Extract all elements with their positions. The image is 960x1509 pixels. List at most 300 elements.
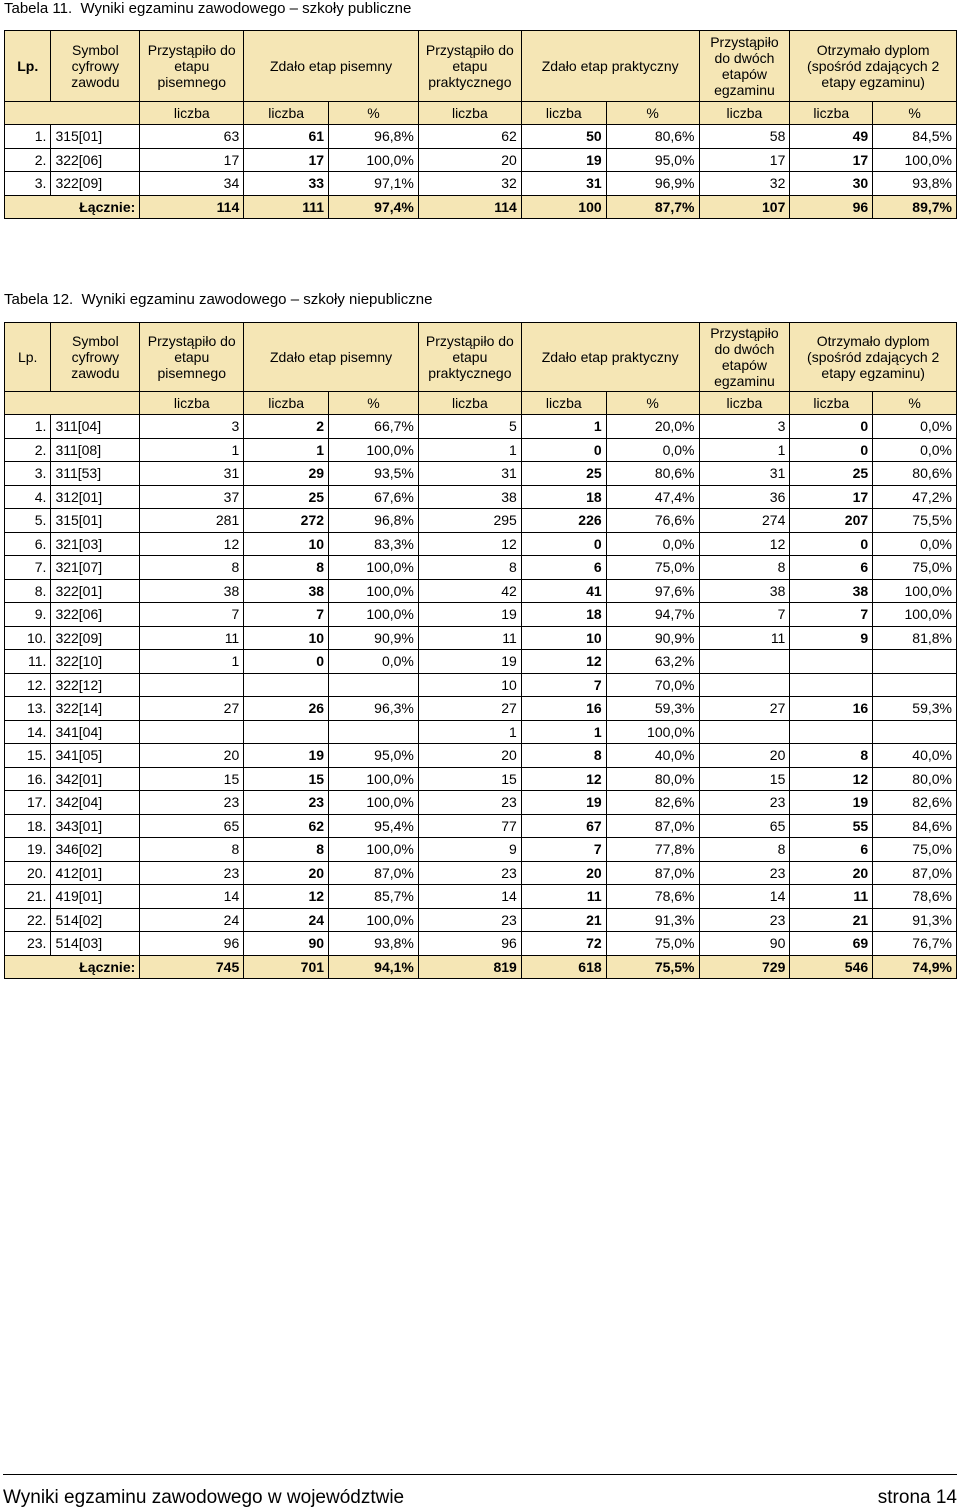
table-cell: 76,6% (606, 509, 699, 533)
table-cell: 23 (699, 861, 790, 885)
table-cell: 84,5% (873, 125, 957, 149)
table-cell (244, 673, 329, 697)
table-cell: 20 (790, 861, 873, 885)
table-cell: 75,5% (873, 509, 957, 533)
table-row (5, 908, 957, 932)
occupation-symbol: 315[01] (51, 509, 140, 533)
row-number: 7. (5, 556, 51, 580)
total-cell: 100 (521, 195, 606, 219)
total-cell: 819 (418, 955, 521, 979)
occupation-symbol: 311[04] (51, 415, 140, 439)
table-cell: 85,7% (329, 885, 419, 909)
table-cell: 87,0% (606, 861, 699, 885)
table-cell: 38 (418, 485, 521, 509)
table-cell: 75,0% (873, 838, 957, 862)
header-przystapilo-dwa-etapy: Przystąpiło do dwóch etapów egzaminu (699, 323, 790, 392)
occupation-symbol: 322[12] (51, 673, 140, 697)
subheader-cell: liczba (140, 102, 244, 125)
table-cell: 96,9% (606, 172, 699, 196)
table-cell: 32 (699, 172, 790, 196)
table-cell: 19 (244, 744, 329, 768)
row-number: 11. (5, 650, 51, 674)
table-row (5, 650, 957, 674)
subheader-cell: liczba (699, 392, 790, 415)
table-cell: 87,0% (606, 814, 699, 838)
table-cell: 7 (140, 603, 244, 627)
table-cell: 11 (699, 626, 790, 650)
table-cell (790, 720, 873, 744)
table-cell: 1 (521, 720, 606, 744)
table-cell: 7 (244, 603, 329, 627)
table-cell: 100,0% (329, 603, 419, 627)
table-row (5, 556, 957, 580)
total-label: Łącznie: (5, 955, 140, 979)
occupation-symbol: 322[06] (51, 603, 140, 627)
table-row (5, 838, 957, 862)
table-cell (329, 720, 419, 744)
table-cell: 21 (521, 908, 606, 932)
table-cell: 100,0% (329, 579, 419, 603)
table11-subheader-row (5, 102, 957, 125)
total-cell: 729 (699, 955, 790, 979)
table-row (5, 885, 957, 909)
row-number: 16. (5, 767, 51, 791)
table-cell: 21 (790, 908, 873, 932)
table-cell: 100,0% (873, 579, 957, 603)
table-cell: 226 (521, 509, 606, 533)
occupation-symbol: 342[04] (51, 791, 140, 815)
table-cell: 38 (790, 579, 873, 603)
table-cell (140, 673, 244, 697)
table-cell: 19 (521, 791, 606, 815)
table-cell: 9 (790, 626, 873, 650)
table-row (5, 697, 957, 721)
table-cell: 62 (418, 125, 521, 149)
occupation-symbol: 341[04] (51, 720, 140, 744)
table-row (5, 579, 957, 603)
table-cell: 58 (699, 125, 790, 149)
table11-header-row (5, 31, 957, 102)
table-row (5, 720, 957, 744)
table-cell: 59,3% (606, 697, 699, 721)
table-cell: 11 (418, 626, 521, 650)
table-cell: 61 (244, 125, 329, 149)
row-number: 18. (5, 814, 51, 838)
occupation-symbol: 346[02] (51, 838, 140, 862)
row-number: 4. (5, 485, 51, 509)
table-cell: 80,6% (606, 125, 699, 149)
subheader-cell: liczba (244, 102, 329, 125)
table12-header-row (5, 323, 957, 392)
table-cell: 10 (418, 673, 521, 697)
table-cell: 10 (244, 532, 329, 556)
table-cell: 20,0% (606, 415, 699, 439)
table-cell: 32 (418, 172, 521, 196)
occupation-symbol: 311[08] (51, 438, 140, 462)
occupation-symbol: 419[01] (51, 885, 140, 909)
table-cell: 12 (418, 532, 521, 556)
header-symbol: Symbol cyfrowy zawodu (51, 31, 140, 102)
table-cell: 50 (521, 125, 606, 149)
table-cell: 11 (140, 626, 244, 650)
table-cell: 75,0% (606, 932, 699, 956)
table-cell: 31 (140, 462, 244, 486)
header-dyplom-title: Otrzymało dyplom (816, 333, 930, 349)
table-cell: 6 (790, 838, 873, 862)
table-cell: 15 (140, 767, 244, 791)
total-cell: 546 (790, 955, 873, 979)
subheader-blank (5, 392, 140, 415)
table-cell (140, 720, 244, 744)
table-cell: 63,2% (606, 650, 699, 674)
table-cell: 69 (790, 932, 873, 956)
table-cell: 93,8% (873, 172, 957, 196)
table-cell: 23 (699, 908, 790, 932)
occupation-symbol: 322[10] (51, 650, 140, 674)
table-cell: 23 (418, 861, 521, 885)
row-number: 14. (5, 720, 51, 744)
table-row (5, 744, 957, 768)
table12-body (5, 415, 957, 979)
table-cell: 17 (790, 148, 873, 172)
table-row (5, 603, 957, 627)
table-cell: 40,0% (606, 744, 699, 768)
occupation-symbol: 322[01] (51, 579, 140, 603)
total-cell: 114 (140, 195, 244, 219)
table-cell: 95,4% (329, 814, 419, 838)
table-cell: 100,0% (606, 720, 699, 744)
table-cell: 100,0% (873, 603, 957, 627)
table-cell: 84,6% (873, 814, 957, 838)
table-cell (699, 650, 790, 674)
total-cell: 74,9% (873, 955, 957, 979)
table-cell: 0,0% (606, 438, 699, 462)
table-cell: 7 (699, 603, 790, 627)
table-cell: 59,3% (873, 697, 957, 721)
occupation-symbol: 514[02] (51, 908, 140, 932)
table-cell: 30 (790, 172, 873, 196)
row-number: 21. (5, 885, 51, 909)
table-cell: 80,0% (606, 767, 699, 791)
table-cell: 95,0% (606, 148, 699, 172)
table-cell: 25 (790, 462, 873, 486)
occupation-symbol: 343[01] (51, 814, 140, 838)
table-cell (699, 720, 790, 744)
table-cell: 77,8% (606, 838, 699, 862)
table-row (5, 673, 957, 697)
table-cell: 90 (244, 932, 329, 956)
table-cell: 82,6% (606, 791, 699, 815)
table-cell: 8 (418, 556, 521, 580)
row-number: 2. (5, 148, 51, 172)
subheader-cell: % (329, 102, 419, 125)
table-cell: 10 (244, 626, 329, 650)
table-cell: 19 (790, 791, 873, 815)
table-row (5, 438, 957, 462)
header-przystapilo-pisemny: Przystąpiło do etapu pisemnego (140, 323, 244, 392)
table-cell: 65 (140, 814, 244, 838)
table-cell: 33 (244, 172, 329, 196)
table-cell: 20 (418, 148, 521, 172)
table-cell: 15 (418, 767, 521, 791)
row-number: 3. (5, 172, 51, 196)
header-dyplom-note: (spośród zdających 2 etapy egzaminu) (807, 349, 940, 381)
table-cell: 1 (418, 720, 521, 744)
table-cell: 23 (140, 791, 244, 815)
table-cell: 23 (418, 791, 521, 815)
table11-body (5, 125, 957, 219)
table-cell (244, 720, 329, 744)
total-row (5, 955, 957, 979)
table-row (5, 861, 957, 885)
row-number: 17. (5, 791, 51, 815)
table-cell: 9 (418, 838, 521, 862)
table-cell: 14 (699, 885, 790, 909)
table-cell: 0 (521, 532, 606, 556)
occupation-symbol: 412[01] (51, 861, 140, 885)
table-cell: 8 (140, 556, 244, 580)
row-number: 1. (5, 125, 51, 149)
subheader-cell: liczba (244, 392, 329, 415)
table-cell: 18 (521, 603, 606, 627)
table-cell: 17 (140, 148, 244, 172)
table-row (5, 532, 957, 556)
table-cell: 38 (140, 579, 244, 603)
table-cell: 75,0% (873, 556, 957, 580)
table-cell: 15 (244, 767, 329, 791)
table-row (5, 767, 957, 791)
occupation-symbol: 322[09] (51, 626, 140, 650)
subheader-cell: % (873, 102, 957, 125)
occupation-symbol: 315[01] (51, 125, 140, 149)
table-cell: 100,0% (329, 908, 419, 932)
table-cell: 12 (521, 767, 606, 791)
table-cell: 11 (790, 885, 873, 909)
row-number: 3. (5, 462, 51, 486)
table-cell: 96,8% (329, 125, 419, 149)
header-lp: Lp. (5, 31, 51, 102)
row-number: 23. (5, 932, 51, 956)
table-cell: 0 (790, 532, 873, 556)
header-symbol: Symbol cyfrowy zawodu (51, 323, 140, 392)
header-zdalo-pisemny: Zdało etap pisemny (244, 31, 419, 102)
table-cell: 23 (140, 861, 244, 885)
table12-caption: Tabela 12. Wyniki egzaminu zawodowego – szkoły niepubliczne (4, 291, 433, 308)
table-cell: 100,0% (329, 556, 419, 580)
table-cell: 100,0% (329, 838, 419, 862)
table-cell: 93,8% (329, 932, 419, 956)
table-cell: 90,9% (329, 626, 419, 650)
subheader-cell: % (873, 392, 957, 415)
subheader-cell: liczba (418, 102, 521, 125)
header-przystapilo-pisemny: Przystąpiło do etapu pisemnego (140, 31, 244, 102)
table-cell: 41 (521, 579, 606, 603)
subheader-cell: liczba (418, 392, 521, 415)
table-cell: 19 (418, 650, 521, 674)
table-cell: 12 (699, 532, 790, 556)
table-row (5, 125, 957, 149)
table-cell: 78,6% (873, 885, 957, 909)
table-cell: 20 (140, 744, 244, 768)
table-cell: 63 (140, 125, 244, 149)
table-cell: 62 (244, 814, 329, 838)
table-cell: 96,3% (329, 697, 419, 721)
table-cell: 93,5% (329, 462, 419, 486)
page-footer (3, 1474, 957, 1509)
row-number: 13. (5, 697, 51, 721)
table-cell: 7 (521, 838, 606, 862)
table-cell: 31 (699, 462, 790, 486)
table-cell: 70,0% (606, 673, 699, 697)
subheader-cell: liczba (521, 102, 606, 125)
table-cell: 90 (699, 932, 790, 956)
table-cell: 0,0% (873, 532, 957, 556)
table-cell: 94,7% (606, 603, 699, 627)
header-przystapilo-praktyczny: Przystąpiło do etapu praktycznego (418, 31, 521, 102)
table-cell: 91,3% (606, 908, 699, 932)
occupation-symbol: 322[14] (51, 697, 140, 721)
table-cell: 24 (244, 908, 329, 932)
total-cell: 97,4% (329, 195, 419, 219)
header-przystapilo-praktyczny: Przystąpiło do etapu praktycznego (418, 323, 521, 392)
table-cell: 75,0% (606, 556, 699, 580)
table-cell (873, 673, 957, 697)
table-cell: 80,0% (873, 767, 957, 791)
subheader-cell: % (606, 392, 699, 415)
table-cell (790, 673, 873, 697)
table-row (5, 791, 957, 815)
table-cell: 27 (418, 697, 521, 721)
table-row (5, 932, 957, 956)
table-cell: 0 (790, 438, 873, 462)
table-cell: 96 (418, 932, 521, 956)
table-cell: 1 (140, 650, 244, 674)
occupation-symbol: 321[07] (51, 556, 140, 580)
total-cell: 75,5% (606, 955, 699, 979)
table-row (5, 626, 957, 650)
table-cell: 8 (790, 744, 873, 768)
table-cell: 38 (244, 579, 329, 603)
total-label: Łącznie: (5, 195, 140, 219)
header-przystapilo-dwa-etapy: Przystąpiło do dwóch etapów egzaminu (699, 31, 790, 102)
table-cell: 87,0% (873, 861, 957, 885)
table-cell: 38 (699, 579, 790, 603)
subheader-cell: liczba (521, 392, 606, 415)
table-cell: 8 (699, 838, 790, 862)
table-cell: 100,0% (329, 767, 419, 791)
row-number: 20. (5, 861, 51, 885)
table-cell: 16 (790, 697, 873, 721)
subheader-cell: liczba (790, 102, 873, 125)
table-cell: 67 (521, 814, 606, 838)
subheader-cell: % (329, 392, 419, 415)
table-cell: 31 (521, 172, 606, 196)
table-cell: 23 (418, 908, 521, 932)
table-cell (790, 650, 873, 674)
table-cell: 27 (699, 697, 790, 721)
header-zdalo-praktyczny: Zdało etap praktyczny (521, 31, 699, 102)
table11 (4, 30, 957, 219)
total-row (5, 195, 957, 219)
table-cell: 100,0% (329, 438, 419, 462)
header-dyplom-title: Otrzymało dyplom (816, 42, 930, 58)
table-cell: 14 (140, 885, 244, 909)
table-cell: 91,3% (873, 908, 957, 932)
header-dyplom (790, 323, 957, 392)
table-cell: 82,6% (873, 791, 957, 815)
table-cell: 20 (244, 861, 329, 885)
table-row (5, 415, 957, 439)
table-cell: 31 (418, 462, 521, 486)
header-zdalo-pisemny: Zdało etap pisemny (244, 323, 419, 392)
table-row (5, 509, 957, 533)
table-cell: 18 (521, 485, 606, 509)
table-cell: 47,2% (873, 485, 957, 509)
total-cell: 107 (699, 195, 790, 219)
total-cell: 96 (790, 195, 873, 219)
table-cell: 65 (699, 814, 790, 838)
row-number: 15. (5, 744, 51, 768)
row-number: 12. (5, 673, 51, 697)
table-cell: 97,1% (329, 172, 419, 196)
table-cell: 12 (140, 532, 244, 556)
table-cell: 25 (244, 485, 329, 509)
occupation-symbol: 322[06] (51, 148, 140, 172)
table-cell (699, 673, 790, 697)
table-cell: 0 (790, 415, 873, 439)
table12 (4, 322, 957, 979)
table-cell: 20 (699, 744, 790, 768)
table-cell: 8 (521, 744, 606, 768)
table-cell: 1 (699, 438, 790, 462)
header-dyplom-note: (spośród zdających 2 etapy egzaminu) (807, 58, 940, 90)
table-cell: 1 (418, 438, 521, 462)
table-cell: 272 (244, 509, 329, 533)
table-row (5, 485, 957, 509)
table-cell: 14 (418, 885, 521, 909)
occupation-symbol: 311[53] (51, 462, 140, 486)
row-number: 10. (5, 626, 51, 650)
table-cell: 8 (140, 838, 244, 862)
row-number: 19. (5, 838, 51, 862)
table-cell: 0 (521, 438, 606, 462)
total-cell: 87,7% (606, 195, 699, 219)
table-cell: 47,4% (606, 485, 699, 509)
table-cell: 23 (699, 791, 790, 815)
table-cell: 25 (521, 462, 606, 486)
table-cell: 1 (244, 438, 329, 462)
table-cell: 23 (244, 791, 329, 815)
subheader-cell: liczba (790, 392, 873, 415)
table-cell: 72 (521, 932, 606, 956)
table-cell: 34 (140, 172, 244, 196)
table-cell: 1 (140, 438, 244, 462)
table-cell: 8 (244, 556, 329, 580)
page-number: strona 14 (877, 1487, 957, 1508)
footer-title: Wyniki egzaminu zawodowego w województwie (3, 1487, 405, 1508)
table-row (5, 148, 957, 172)
table-cell: 49 (790, 125, 873, 149)
total-cell: 94,1% (329, 955, 419, 979)
table-cell: 0,0% (606, 532, 699, 556)
table11-caption: Tabela 11. Wyniki egzaminu zawodowego – szkoły publiczne (4, 0, 412, 17)
row-number: 2. (5, 438, 51, 462)
table-cell: 207 (790, 509, 873, 533)
table-cell: 281 (140, 509, 244, 533)
table-cell: 7 (790, 603, 873, 627)
table-cell: 20 (521, 861, 606, 885)
table-cell: 100,0% (873, 148, 957, 172)
